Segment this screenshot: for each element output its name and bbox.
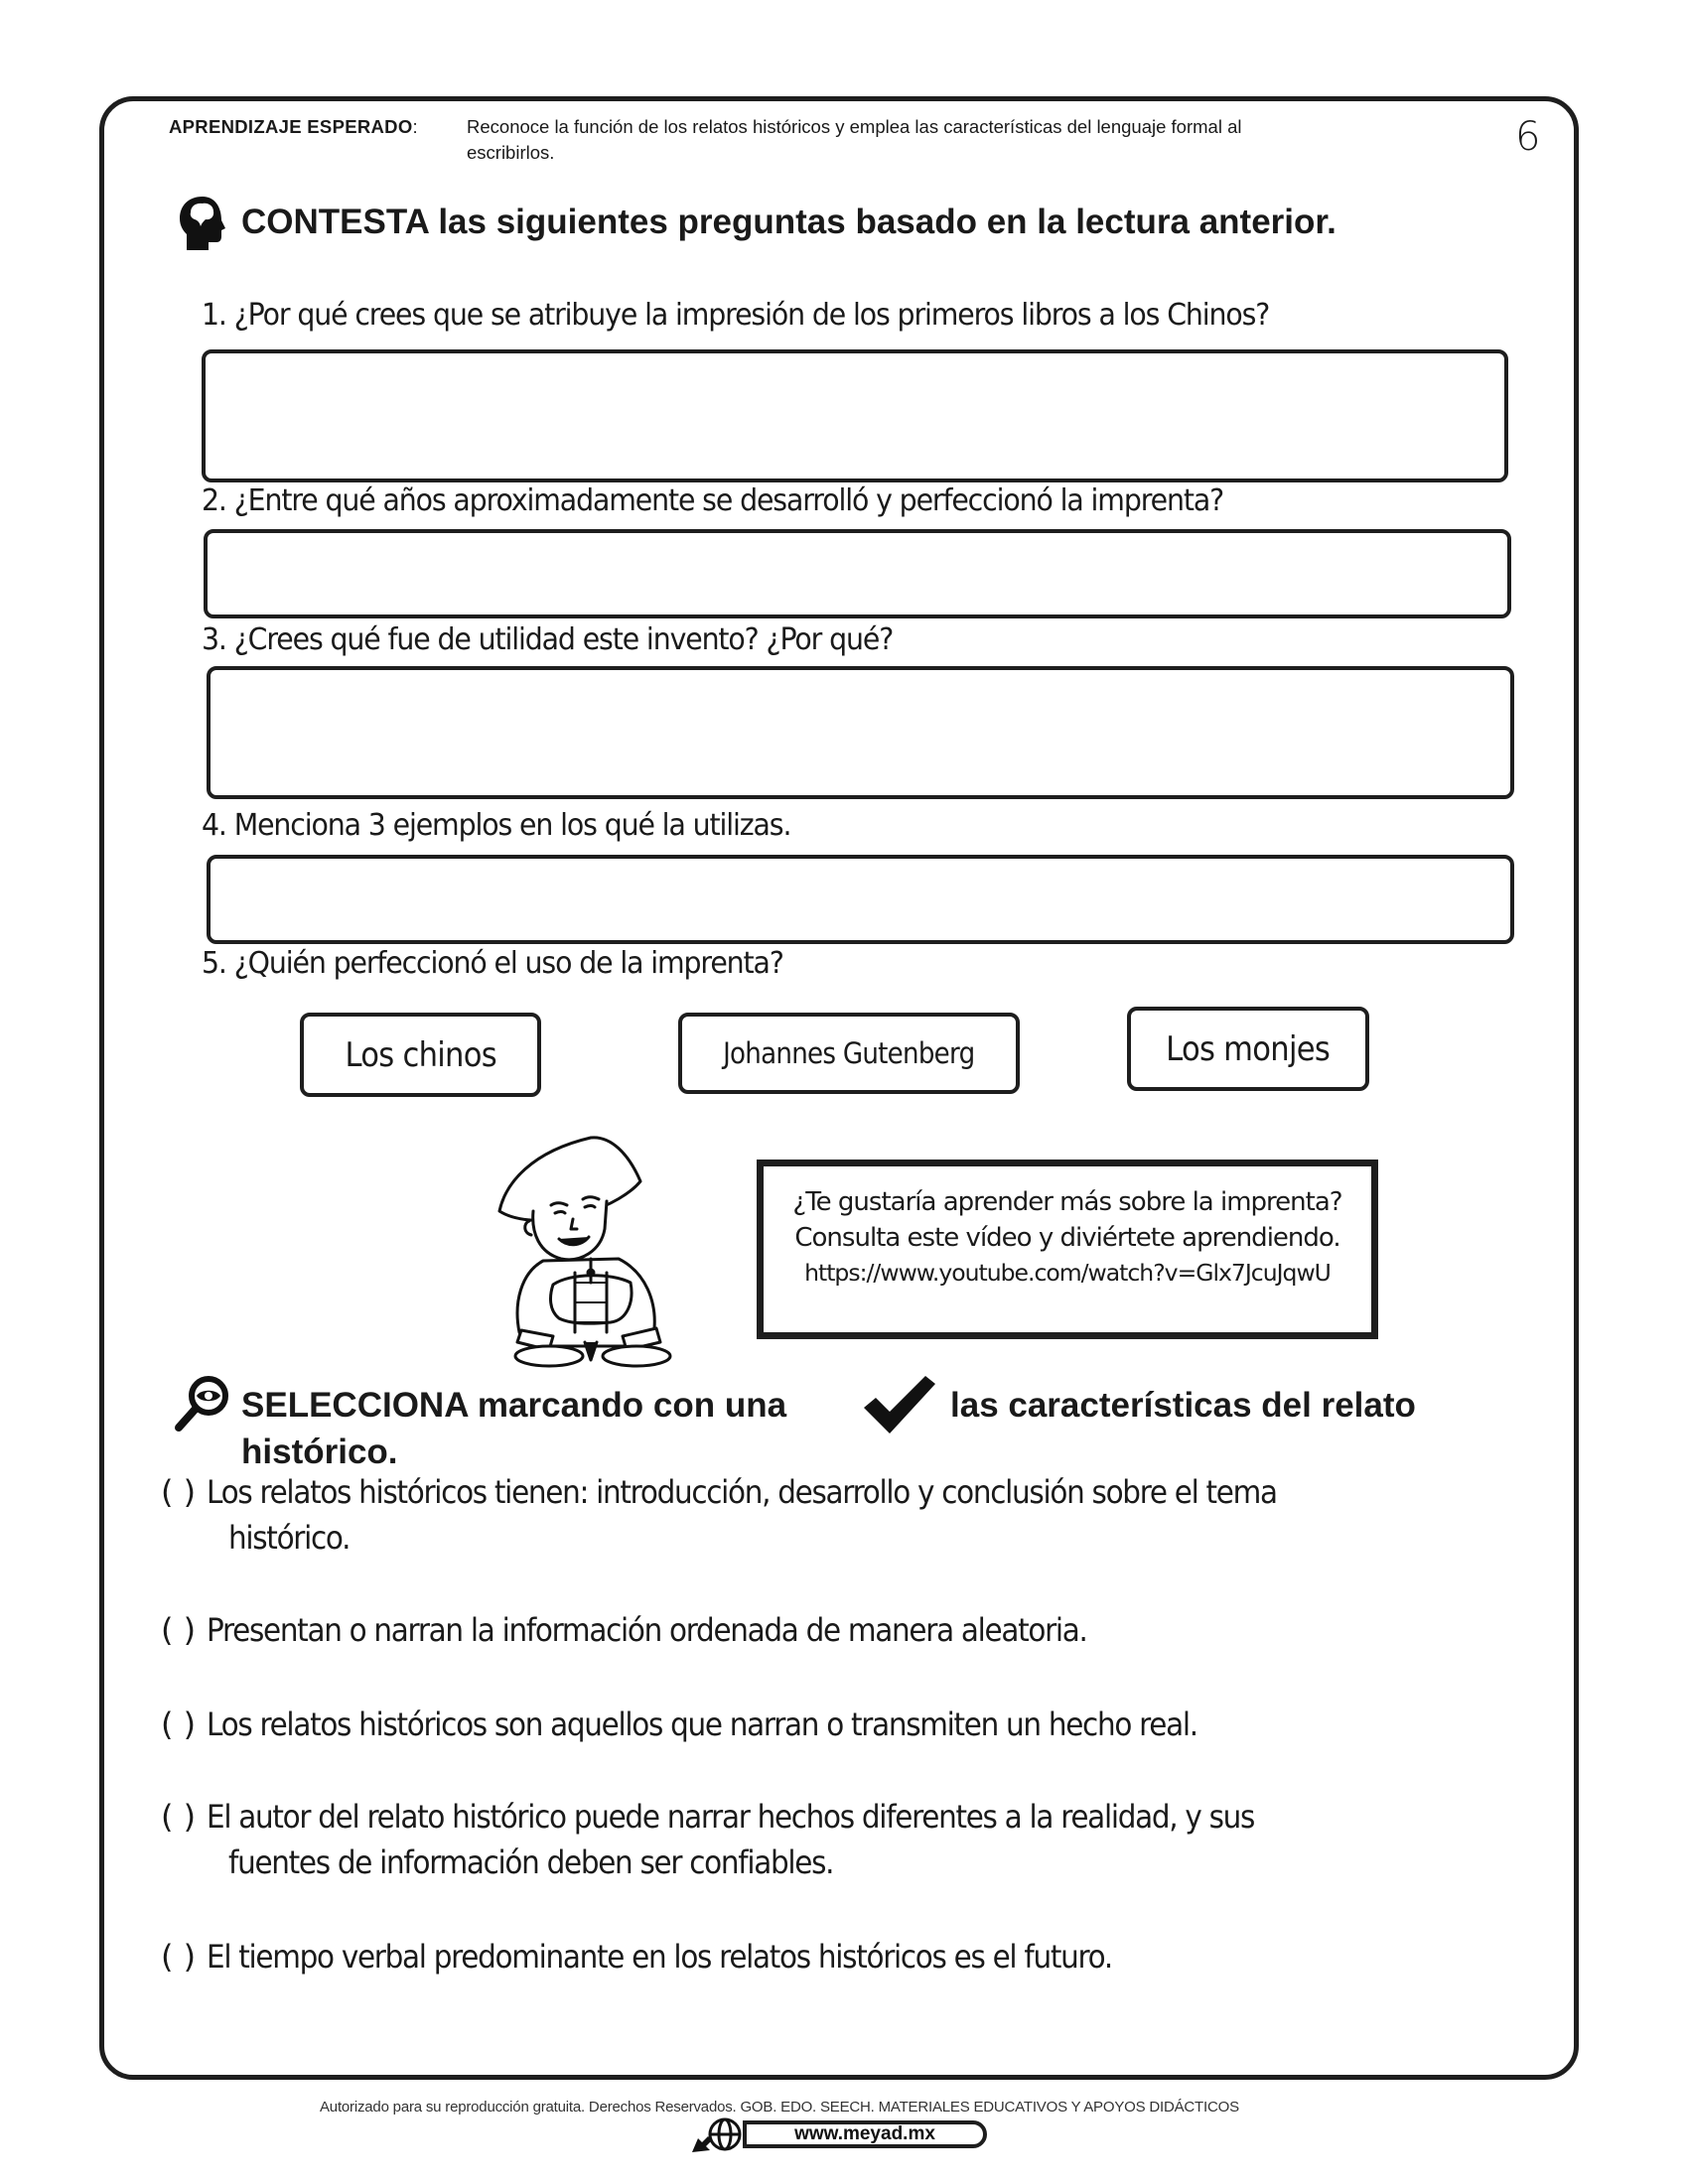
checkmark-icon — [860, 1374, 939, 1435]
item-text-line1: Presentan o narran la información ordenada de manera aleatoria. — [207, 1611, 1087, 1649]
checkbox-parens[interactable]: ( ) — [161, 1706, 197, 1743]
video-url-link[interactable]: https://www.youtube.com/watch?v=Glx7JcuJqwU — [804, 1259, 1331, 1287]
heading-rest: las siguientes preguntas basado en la lectura anterior. — [428, 203, 1336, 241]
objective-text-line2: escribirlos. — [467, 142, 555, 163]
objective-text-line1: Reconoce la función de los relatos históricos y emplea las características del lenguaje formal al — [467, 116, 1242, 137]
item-text-line2: fuentes de información deben ser confiables. — [228, 1843, 834, 1881]
checkbox-parens[interactable]: ( ) — [161, 1611, 197, 1649]
heading-mid: marcando con una — [468, 1386, 787, 1425]
learning-objective — [169, 115, 418, 139]
checkbox-parens[interactable]: ( ) — [161, 1473, 197, 1511]
item-text-line2: histórico. — [228, 1519, 351, 1557]
question-4-label: 4. Menciona 3 ejemplos en los qué la utilizas. — [202, 808, 791, 843]
head-brain-icon — [177, 195, 228, 252]
item-text-line1: Los relatos históricos tienen: introducción, desarrollo y conclusión sobre el tema — [207, 1473, 1277, 1511]
option-label: Los monjes — [1166, 1028, 1331, 1069]
question-1-label: 1. ¿Por qué crees que se atribuye la impresión de los primeros libros a los Chinos? — [202, 298, 1270, 333]
option-johannes-gutenberg[interactable] — [678, 1013, 1020, 1094]
website-link[interactable]: www.meyad.mx — [743, 2120, 987, 2148]
item-text-line1: Los relatos históricos son aquellos que narran o transmiten un hecho real. — [207, 1706, 1197, 1743]
objective-label: APRENDIZAJE ESPERADO — [169, 116, 413, 137]
item-text-line1: El autor del relato histórico puede narrar hechos diferentes a la realidad, y sus — [207, 1798, 1255, 1836]
option-label: Johannes Gutenberg — [723, 1036, 975, 1070]
answer-box-3[interactable] — [207, 666, 1514, 799]
objective-colon: : — [412, 116, 418, 137]
magnifier-eye-icon — [173, 1374, 232, 1433]
option-los-monjes[interactable] — [1127, 1007, 1369, 1091]
option-los-chinos[interactable] — [300, 1013, 541, 1097]
video-prompt-line1: ¿Te gustaría aprender más sobre la imprenta? — [792, 1187, 1342, 1217]
question-5-label: 5. ¿Quién perfeccionó el uso de la imprenta? — [202, 946, 783, 981]
item-text-line1: El tiempo verbal predominante en los relatos históricos es el futuro. — [207, 1938, 1112, 1976]
section1-heading — [241, 203, 1336, 242]
option-label: Los chinos — [345, 1034, 496, 1075]
footer-notice: Autorizado para su reproducción gratuita. Derechos Reservados. GOB. EDO. SEECH. MATERIALES EDUCATIVOS Y APOYOS DIDÁCTICOS — [320, 2099, 1239, 2116]
question-2-label: 2. ¿Entre qué años aproximadamente se desarrolló y perfeccionó la imprenta? — [202, 483, 1224, 518]
video-info-box — [757, 1160, 1378, 1339]
boy-illustration — [492, 1134, 700, 1368]
heading-keyword: CONTESTA — [241, 203, 429, 241]
section2-heading-line2: histórico. — [241, 1433, 398, 1471]
heading-keyword: SELECCIONA — [241, 1386, 469, 1425]
answer-box-4[interactable] — [207, 855, 1514, 944]
checkbox-parens[interactable]: ( ) — [161, 1798, 197, 1836]
section2-heading-end: las características del relato — [950, 1386, 1416, 1425]
video-prompt-line2: Consulta este vídeo y diviértete aprendiendo. — [794, 1223, 1340, 1253]
answer-box-1[interactable] — [202, 349, 1508, 482]
globe-cursor-icon — [688, 2116, 748, 2156]
section2-heading-line1 — [241, 1386, 786, 1426]
question-3-label: 3. ¿Crees qué fue de utilidad este invento? ¿Por qué? — [202, 622, 894, 657]
page-number: 6 — [1515, 114, 1541, 160]
checkbox-parens[interactable]: ( ) — [161, 1938, 197, 1976]
answer-box-2[interactable] — [204, 529, 1511, 618]
